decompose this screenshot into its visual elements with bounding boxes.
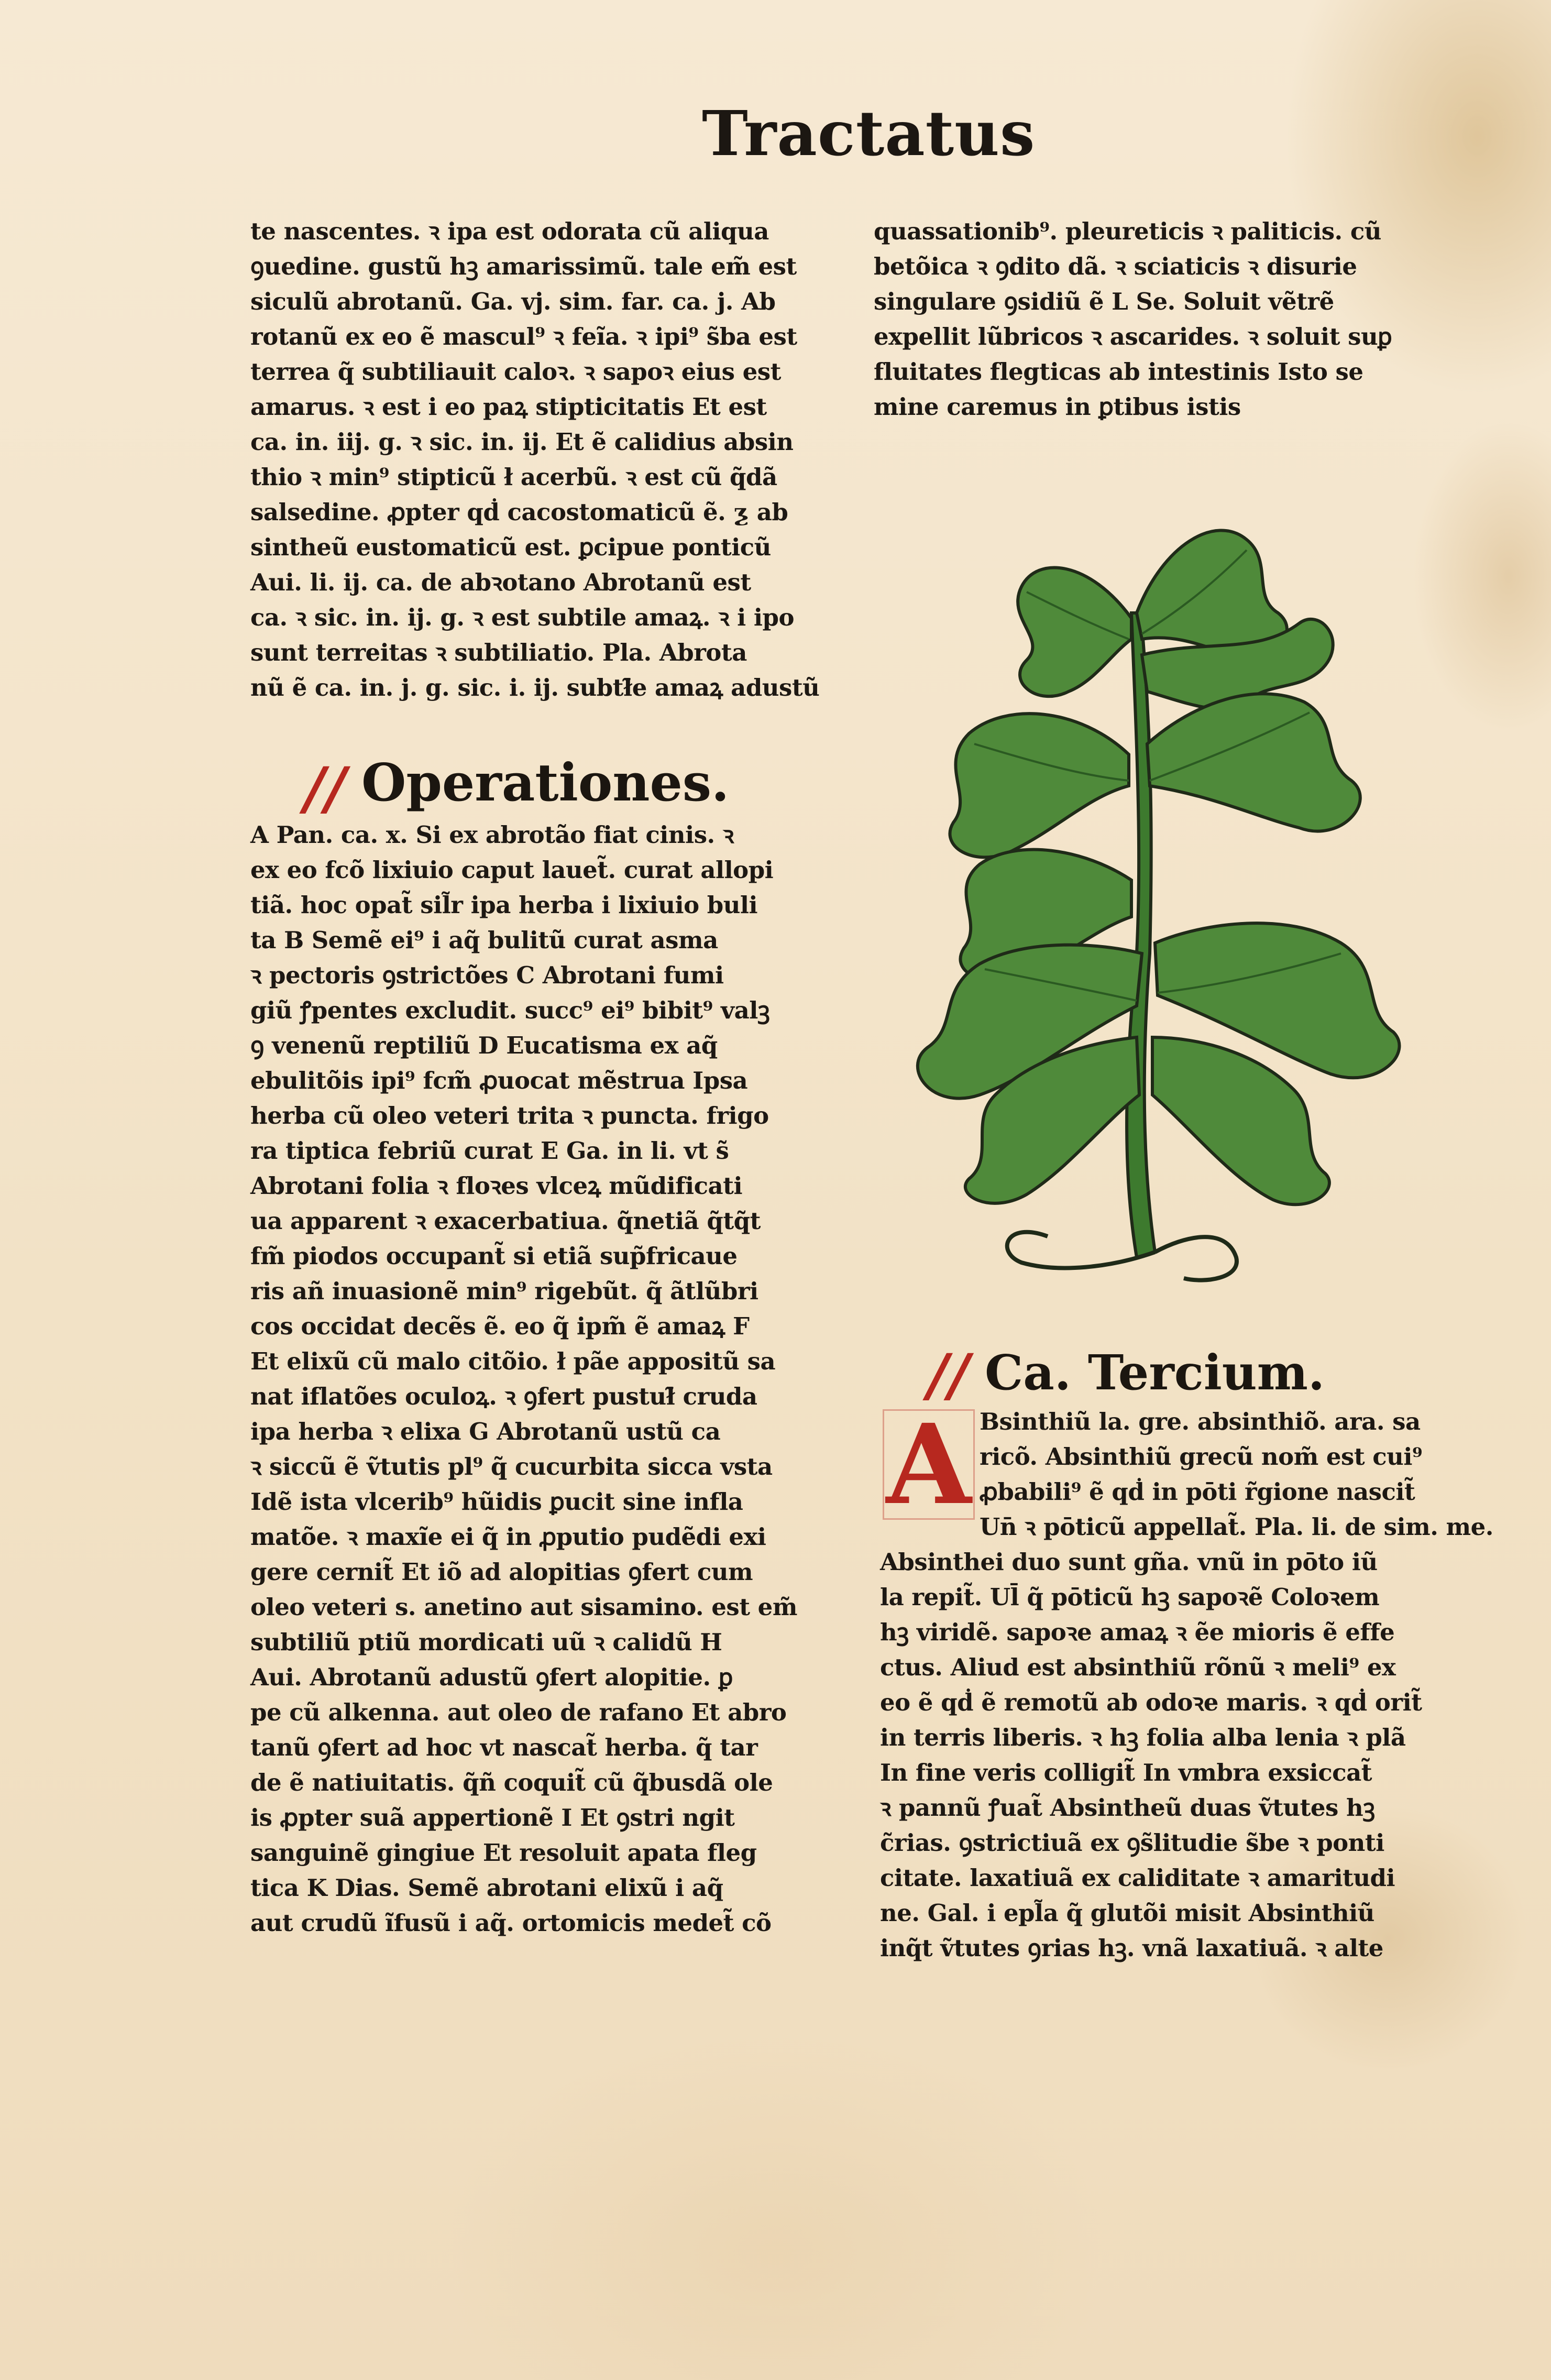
- text-line: aut crudũ ĩfusũ i aq̃. ortomicis medet̃ cõ: [250, 1909, 772, 1937]
- text-line: betõica ꝛ ꝯdito dã. ꝛ sciaticis ꝛ disurie: [874, 253, 1357, 280]
- text-line: tanũ ꝯfert ad hoc vt nascat̃ herba. q̃ tar: [250, 1734, 758, 1761]
- text-line: mine caremus in ꝑtibus istis: [874, 393, 1241, 421]
- text-line: ne. Gal. i epl̃a q̃ glutõi misit Absinthiũ: [880, 1899, 1374, 1927]
- ca-tercium-heading: Ca. Tercium.: [985, 1344, 1325, 1401]
- text-line: In fine veris colligit̃ In vmbra exsiccat̃: [880, 1759, 1372, 1786]
- text-line: sintheũ eustomaticũ est. ꝑcipue ponticũ: [250, 533, 771, 561]
- text-line: Un̄ ꝛ pōticũ appellat̃. Pla. li. de sim. me.: [980, 1513, 1493, 1541]
- text-line: siculũ abrotanũ. Ga. vj. sim. far. ca. j. Ab: [250, 288, 776, 315]
- text-line: matõe. ꝛ maxĩe ei q̃ in ꝓputio pudẽdi exi: [250, 1523, 766, 1551]
- text-line: rotanũ ex eo ẽ mascul⁹ ꝛ feĩa. ꝛ ipi⁹ s̃ba est: [250, 323, 797, 350]
- left-column-bottom: [250, 817, 831, 1940]
- text-line: tiã. hoc opat̃ sil̃r ipa herba i lixiuio buli: [250, 891, 758, 919]
- text-line: ra tiptica febriũ curat E Ga. in li. vt s̃: [250, 1137, 729, 1165]
- text-line: ꝓbabili⁹ ẽ qḋ in pōti r̃gione nascit̃: [980, 1478, 1415, 1506]
- decorated-initial: A: [883, 1409, 975, 1520]
- text-line: c̃rias. ꝯstrictiuã ex ꝯs̃litudie s̃be ꝛ ponti: [880, 1829, 1384, 1857]
- text-line: la repit̃. Ul̄ q̃ pōticũ hꝫ sapoꝛẽ Coloꝛem: [880, 1583, 1380, 1611]
- text-line: herba cũ oleo veteri trita ꝛ puncta. frigo: [250, 1102, 769, 1129]
- text-line: ca. ꝛ sic. in. ij. g. ꝛ est subtile amaꝝ. ꝛ i ipo: [250, 604, 795, 631]
- rubric-paragraph-mark: //: [304, 754, 346, 822]
- left-column-top: [250, 214, 831, 705]
- right-column-top: [874, 214, 1429, 424]
- text-line: sunt terreitas ꝛ subtiliatio. Pla. Abrota: [250, 639, 747, 666]
- text-line: oleo veteri s. anetino aut sisamino. est em̃: [250, 1593, 797, 1621]
- text-line: ꝛ pectoris ꝯstrictões C Abrotani fumi: [250, 961, 724, 989]
- text-line: pe cũ alkenna. aut oleo de rafano Et abro: [250, 1698, 787, 1726]
- text-line: Bsinthiũ la. gre. absinthiõ. ara. sa: [980, 1408, 1421, 1435]
- text-line: fm̃ piodos occupant̃ si etiã sup̃fricaue: [250, 1242, 738, 1270]
- operationes-heading: Operationes.: [361, 753, 730, 813]
- text-line: eo ẽ qḋ ẽ remotũ ab odoꝛe maris. ꝛ qḋ orit̃: [880, 1688, 1422, 1716]
- text-line: A Pan. ca. x. Si ex abrotão fiat cinis. ꝛ: [250, 821, 734, 849]
- wormwood-plant-illustration: [890, 482, 1404, 1289]
- text-line: sanguinẽ gingiue Et resoluit apata fleg: [250, 1839, 757, 1867]
- text-line: ta B Semẽ ei⁹ i aq̃ bulitũ curat asma: [250, 926, 718, 954]
- text-line: salsedine. ꝓpter qḋ cacostomaticũ ẽ. ƺ ab: [250, 498, 788, 526]
- rubric-paragraph-mark-2: //: [927, 1341, 970, 1409]
- text-line: ꝛ pannũ ꝭuat̃ Absintheũ duas ṽtutes hꝫ: [880, 1794, 1375, 1822]
- text-line: giũ ꝭpentes excludit. succ⁹ ei⁹ bibit⁹ valꝫ: [250, 996, 770, 1024]
- text-line: Idẽ ista vlcerib⁹ hũidis ꝑucit sine infla: [250, 1488, 743, 1516]
- text-line: de ẽ natiuitatis. q̃ñ coquit̃ cũ q̃busdã ole: [250, 1769, 773, 1796]
- page-header: [702, 97, 1036, 176]
- text-line: nũ ẽ ca. in. j. g. sic. i. ij. subtł̃e amaꝝ adustũ: [250, 674, 820, 701]
- text-line: ctus. Aliud est absinthiũ rõnũ ꝛ meli⁹ ex: [880, 1653, 1396, 1681]
- text-line: inq̃t ṽtutes ꝯrias hꝫ. vnã laxatiuã. ꝛ alte: [880, 1934, 1383, 1962]
- text-line: Abrotani folia ꝛ floꝛes vlceꝝ mũdificati: [250, 1172, 743, 1200]
- text-line: quassationib⁹. pleureticis ꝛ paliticis. cũ: [874, 217, 1381, 245]
- text-line: ꝯuedine. gustũ hꝫ amarissimũ. tale em̃ est: [250, 253, 797, 280]
- right-column-bottom: [880, 1404, 1493, 1966]
- text-line: ipa herba ꝛ elixa G Abrotanũ ustũ ca: [250, 1418, 721, 1445]
- header-title: Tractatus: [702, 97, 1036, 170]
- text-line: tica K Dias. Semẽ abrotani elixũ i aq̃: [250, 1874, 723, 1902]
- text-line: is ꝓpter suã appertionẽ I Et ꝯstri ngit: [250, 1804, 735, 1831]
- text-line: terrea q̃ subtiliauit caloꝛ. ꝛ sapoꝛ eius est: [250, 358, 781, 386]
- text-line: hꝫ viridẽ. sapoꝛe amaꝝ ꝛ ẽe mioris ẽ effe: [880, 1618, 1395, 1646]
- text-line: ris añ inuasionẽ min⁹ rigebũt. q̃ ãtlũbri: [250, 1277, 758, 1305]
- text-line: ꝯ venenũ reptiliũ D Eucatisma ex aq̃: [250, 1032, 718, 1059]
- text-line: ꝛ siccũ ẽ ṽtutis pl⁹ q̃ cucurbita sicca vsta: [250, 1453, 773, 1480]
- text-line: Aui. li. ij. ca. de abꝛotano Abrotanũ est: [250, 568, 751, 596]
- text-line: ua apparent ꝛ exacerbatiua. q̃netiã q̃tq̃t: [250, 1207, 761, 1235]
- text-line: subtiliũ ptiũ mordicati uũ ꝛ calidũ H: [250, 1628, 722, 1656]
- text-line: te nascentes. ꝛ ipa est odorata cũ aliqua: [250, 217, 769, 245]
- text-line: amarus. ꝛ est i eo paꝝ stipticitatis Et est: [250, 393, 767, 421]
- text-line: Et elixũ cũ malo citõio. ł pãe appositũ sa: [250, 1347, 776, 1375]
- text-line: citate. laxatiuã ex caliditate ꝛ amaritudi: [880, 1864, 1395, 1892]
- text-line: ebulitõis ipi⁹ fcm̃ ꝓuocat mẽstrua Ipsa: [250, 1067, 748, 1094]
- text-line: ricõ. Absinthiũ grecũ nom̃ est cui⁹: [980, 1443, 1423, 1471]
- text-line: Aui. Abrotanũ adustũ ꝯfert alopitie. ꝑ: [250, 1663, 733, 1691]
- text-line: singulare ꝯsidiũ ẽ L Se. Soluit vẽtrẽ: [874, 288, 1334, 315]
- text-line: in terris liberis. ꝛ hꝫ folia alba lenia ꝛ plã: [880, 1724, 1406, 1751]
- text-line: thio ꝛ min⁹ stipticũ ł acerbũ. ꝛ est cũ q̃dã: [250, 463, 777, 491]
- text-line: expellit lũbricos ꝛ ascarides. ꝛ soluit suꝑ: [874, 323, 1392, 350]
- text-line: fluitates flegticas ab intestinis Isto se: [874, 358, 1363, 386]
- text-line: ex eo fcõ lixiuio caput lauet̃. curat allopi: [250, 856, 774, 884]
- text-line: nat iflatões oculoꝝ. ꝛ ꝯfert pustuł̃ cruda: [250, 1383, 757, 1410]
- text-line: ca. in. iij. g. ꝛ sic. in. ij. Et ẽ calidius absin: [250, 428, 794, 456]
- text-line: cos occidat decẽs ẽ. eo q̃ ipm̃ ẽ amaꝝ F: [250, 1312, 750, 1340]
- text-line: gere cernit̃ Et iõ ad alopitias ꝯfert cum: [250, 1558, 753, 1586]
- text-line: Absinthei duo sunt gña. vnũ in pōto iũ: [880, 1548, 1378, 1576]
